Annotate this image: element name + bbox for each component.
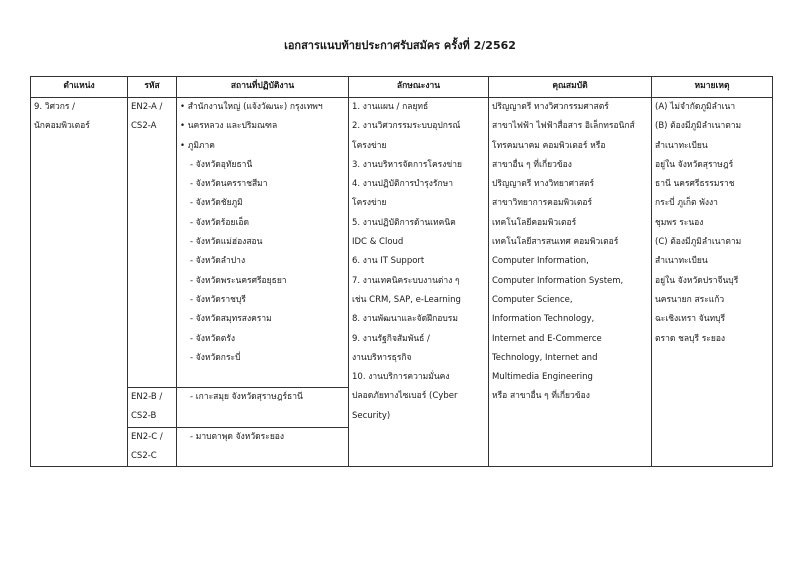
qualification-line: เทคโนโลยีคอมพิวเตอร์ [492,217,577,228]
job-line: 7. งานเทคนิคระบบงานต่าง ๆ [352,275,460,286]
table-row [31,98,773,388]
qualification-line: เทคโนโลยีสารสนเทศ คอมพิวเตอร์ [492,237,619,248]
job-list [352,98,485,426]
qualification-line: Technology, Internet and [492,352,598,363]
remark-line: (A) ไม่จำกัดภูมิลำเนา [655,102,736,112]
job-line: โครงข่าย [352,198,387,209]
remark-line: สำเนาทะเบียน [655,256,708,267]
location-item: - จังหวัดร้อยเอ็ด [190,217,249,228]
remark-line: อยู่ใน จังหวัดปราจีนบุรี [655,275,739,286]
location-item: - จังหวัดกระบี่ [190,352,241,363]
qualification-line: Multimedia Engineering [492,372,593,383]
location-item: • ภูมิภาค [180,137,345,156]
location-item: • สำนักงานใหญ่ (แจ้งวัฒนะ) กรุงเทพฯ [180,98,345,117]
location-item: - จังหวัดนครราชสีมา [190,179,268,190]
job-line: เช่น CRM, SAP, e-Learning [352,294,461,305]
header-code: รหัส [128,77,177,98]
job-line: Security) [352,410,391,421]
qualification-line: สาขาวิทยาการคอมพิวเตอร์ [492,198,593,209]
position-cell [31,98,128,467]
location-item: - จังหวัดลำปาง [190,256,246,267]
header-qualification: คุณสมบัติ [489,77,652,98]
qualification-line: โทรคมนาคม คอมพิวเตอร์ หรือ [492,140,606,151]
header-job: ลักษณะงาน [349,77,489,98]
code-line: EN2-C / [131,431,163,442]
code-cell-c [128,427,177,467]
qualification-line: ปริญญาตรี ทางวิทยาศาสตร์ [492,179,595,190]
job-line: IDC & Cloud [352,237,404,248]
table-header-row [31,77,773,98]
code-line: CS2-B [131,411,157,422]
remark-line: ฉะเชิงเทรา จันทบุรี [655,314,726,325]
location-item: - จังหวัดราชบุรี [190,294,246,305]
job-line: 8. งานพัฒนาและจัดฝึกอบรม [352,314,458,325]
code-line: EN2-B / [131,392,163,402]
positions-table [30,76,773,467]
qualification-line: Internet and E-Commerce [492,333,602,344]
job-line: 4. งานปฏิบัติการบำรุงรักษา [352,179,454,190]
remark-line: (C) ต้องมีภูมิลำเนาตาม [655,237,742,248]
location-item: - จังหวัดอุทัยธานี [190,159,253,170]
job-line: 10. งานบริการความมั่นคง [352,372,450,383]
job-line: 1. งานแผน / กลยุทธ์ [352,102,429,112]
location-item: - เกาะสมุย จังหวัดสุราษฎร์ธานี [190,392,303,402]
remark-line: กระบี่ ภูเก็ต พังงา [655,198,718,209]
location-cell-c [177,427,349,467]
job-line: 6. งาน IT Support [352,256,425,267]
qualification-list [492,98,648,407]
remark-line: สำเนาทะเบียน [655,140,708,151]
job-line: 5. งานปฏิบัติการด้านเทคนิค [352,217,456,228]
job-line: 9. งานรัฐกิจสัมพันธ์ / [352,333,430,344]
location-item: - จังหวัดแม่ฮ่องสอน [190,237,263,248]
location-cell-a [177,98,349,388]
qualification-line: Computer Information, [492,256,589,267]
remark-line: ชุมพร ระนอง [655,217,704,228]
job-line: 3. งานบริหารจัดการโครงข่าย [352,159,462,170]
remark-line: ธานี นครศรีธรรมราช [655,179,735,190]
qualification-cell [489,98,652,467]
location-cell-b [177,388,349,428]
remark-line: (B) ต้องมีภูมิลำเนาตาม [655,121,742,132]
remark-line: ตราด ชลบุรี ระยอง [655,333,726,344]
code-cell-a [128,98,177,388]
job-cell [349,98,489,467]
code-line: CS2-A [131,121,157,132]
location-item: - จังหวัดชัยภูมิ [190,198,243,209]
remark-list [655,98,769,349]
header-remark: หมายเหตุ [652,77,773,98]
location-list [180,98,345,368]
location-item: • นครหลวง และปริมณฑล [180,117,345,136]
location-item: - จังหวัดตรัง [190,333,236,344]
remark-cell [652,98,773,467]
qualification-line: Information Technology, [492,314,595,325]
header-position: ตำแหน่ง [31,77,128,98]
job-line: โครงข่าย [352,140,387,151]
qualification-line: หรือ สาขาอื่น ๆ ที่เกี่ยวข้อง [492,391,590,402]
qualification-line: Computer Science, [492,294,573,305]
document-title: เอกสารแนบท้ายประกาศรับสมัคร ครั้งที่ 2/2562 [284,39,516,52]
header-location: สถานที่ปฏิบัติงาน [177,77,349,98]
qualification-line: ปริญญาตรี ทางวิศวกรรมศาสตร์ [492,102,609,112]
location-item: - จังหวัดพระนครศรีอยุธยา [190,275,287,286]
code-line: CS2-C [131,450,157,461]
location-item: - มาบตาพุด จังหวัดระยอง [190,431,285,442]
code-cell-b [128,388,177,428]
remark-line: นครนายก สระแก้ว [655,294,725,305]
qualification-line: สาขาไฟฟ้า ไฟฟ้าสื่อสาร อิเล็กทรอนิกส์ [492,121,635,132]
position-line: 9. วิศวกร / [34,102,76,112]
code-line: EN2-A / [131,102,163,112]
remark-line: อยู่ใน จังหวัดสุราษฎร์ [655,159,734,170]
job-line: งานบริหารธุรกิจ [352,352,412,363]
job-line: 2. งานวิศวกรรมระบบอุปกรณ์ [352,121,461,132]
qualification-line: สาขาอื่น ๆ ที่เกี่ยวข้อง [492,159,572,170]
location-item: - จังหวัดสมุทรสงคราม [190,314,272,325]
position-line: นักคอมพิวเตอร์ [34,121,90,132]
job-line: ปลอดภัยทางไซเบอร์ (Cyber [352,391,458,402]
qualification-line: Computer Information System, [492,275,624,286]
